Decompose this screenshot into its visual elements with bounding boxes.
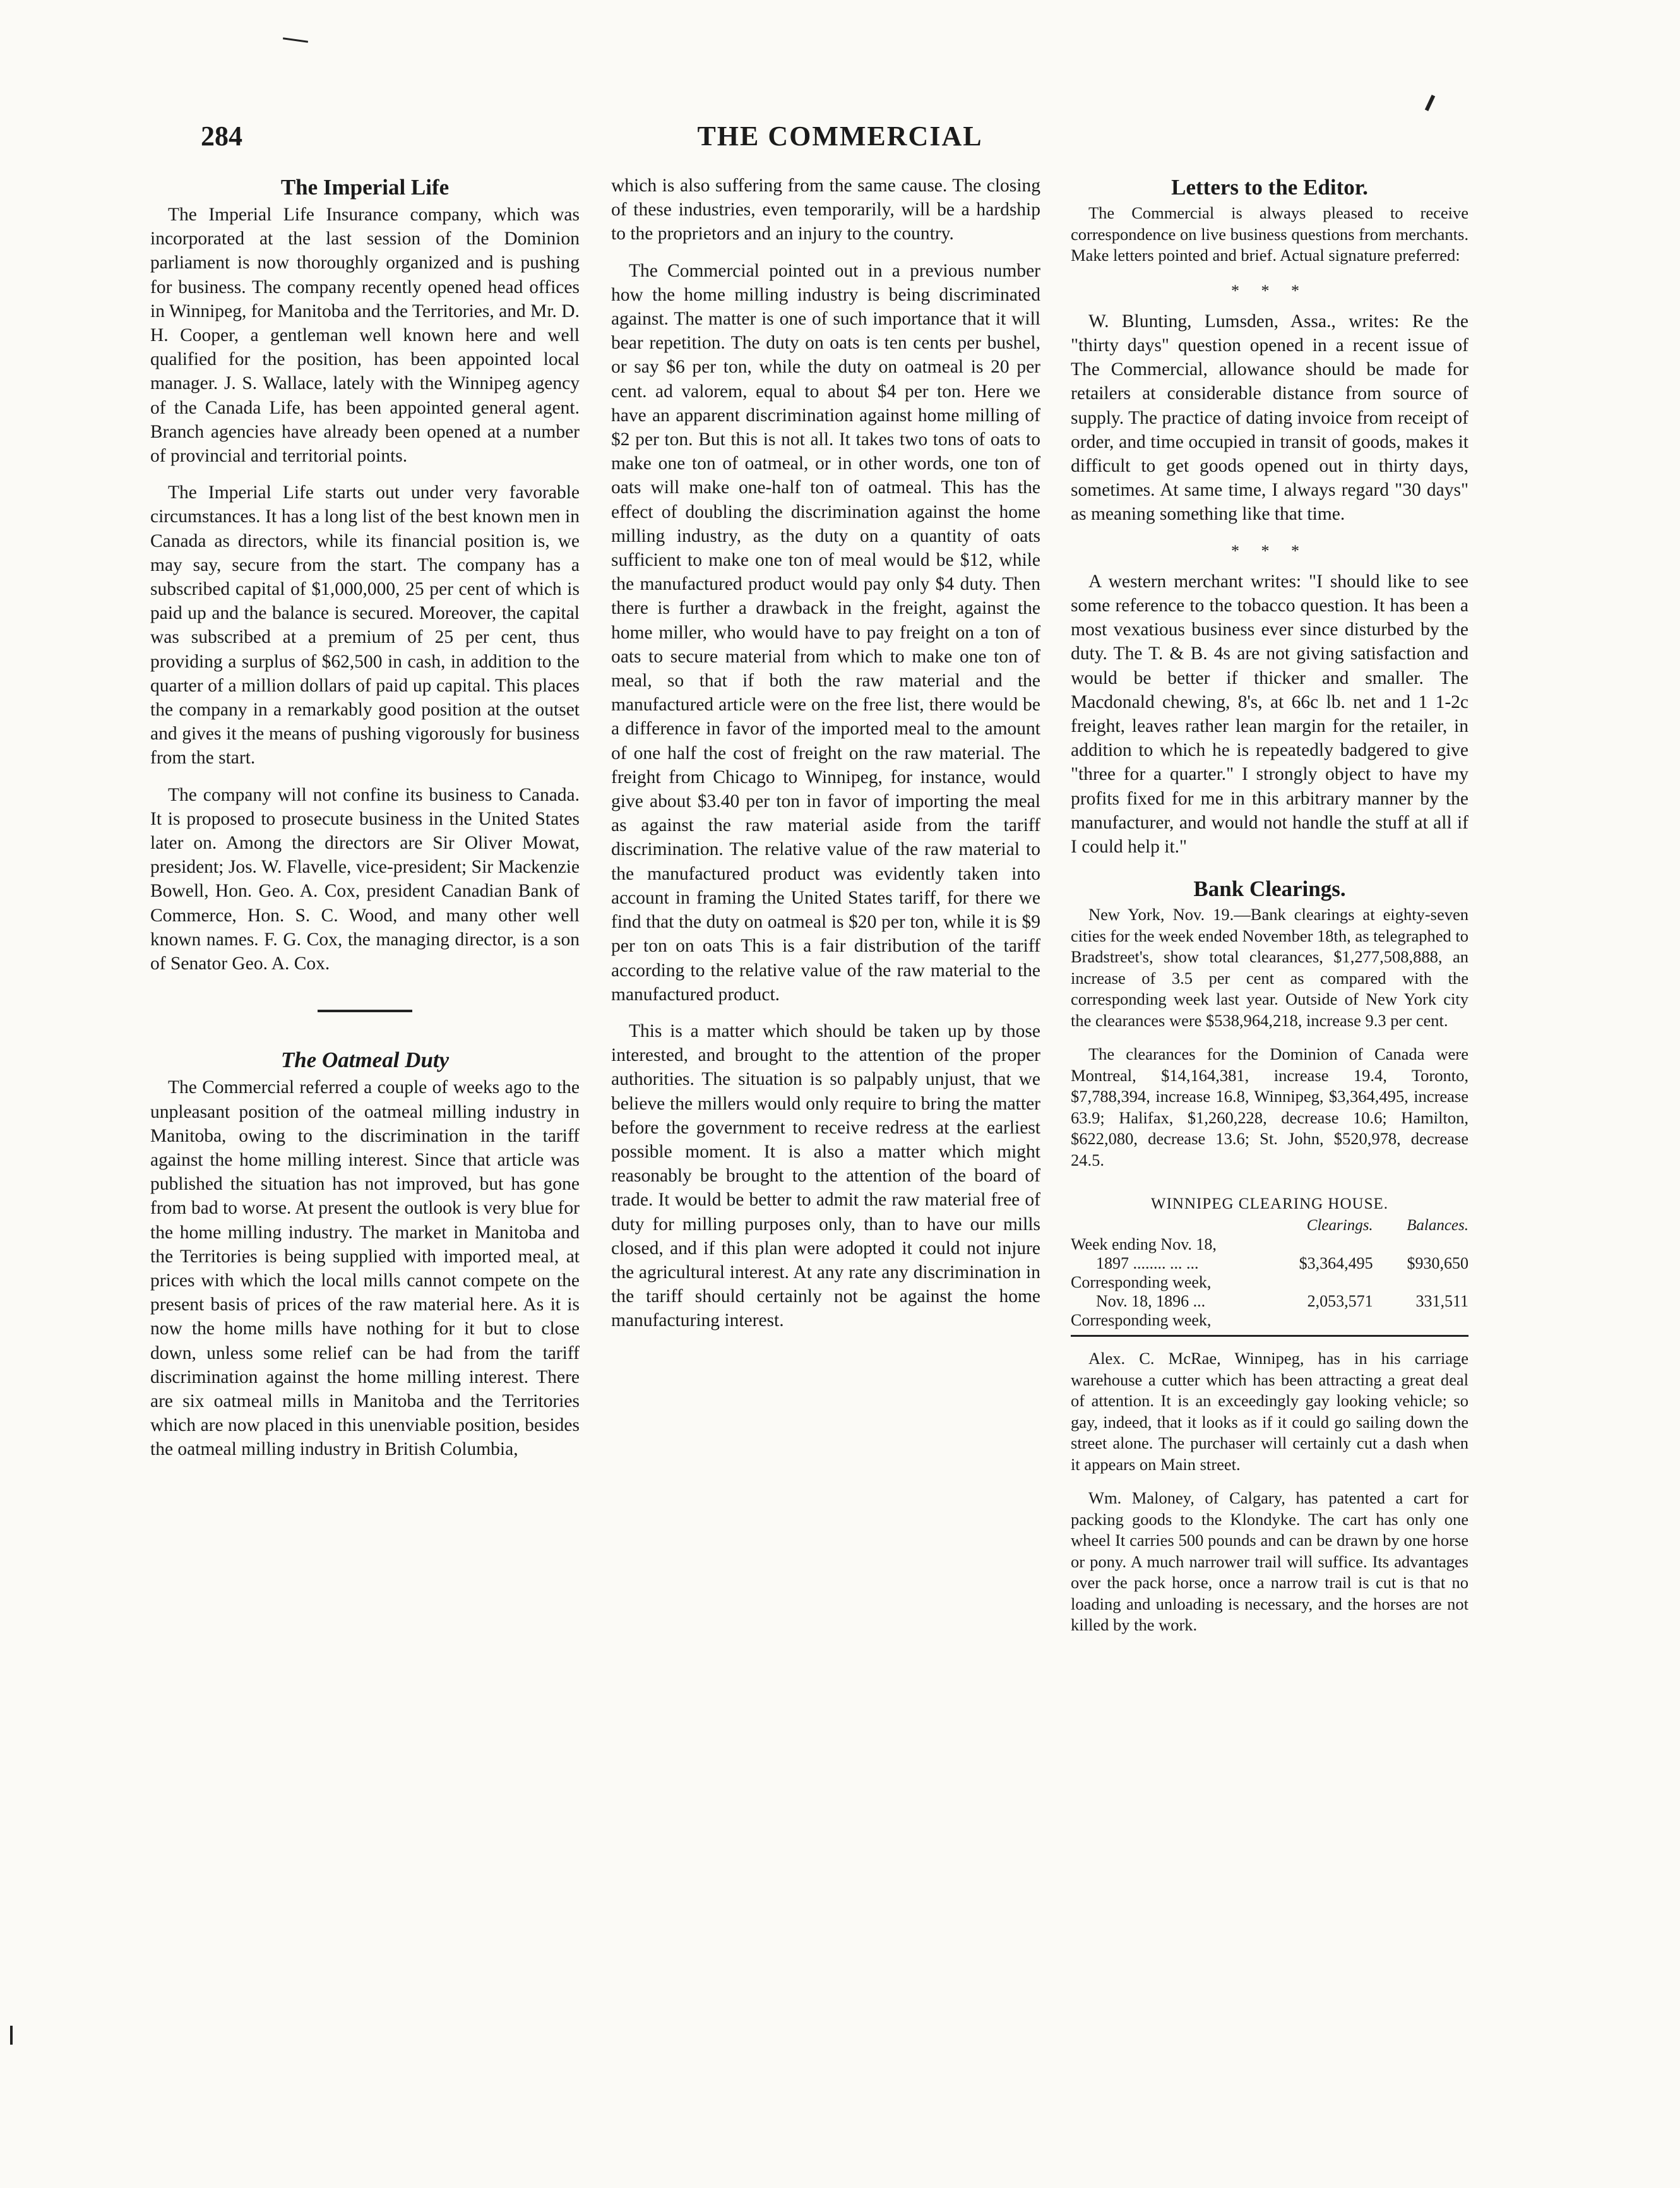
table-row (1071, 1254, 1469, 1273)
table-row (1071, 1292, 1469, 1311)
header-balances: Balances. (1407, 1217, 1469, 1234)
row-label: Corresponding week, (1071, 1311, 1212, 1330)
cell-balances: 331,511 (1415, 1292, 1469, 1311)
separator-stars: * * * (1231, 281, 1308, 300)
page-number: 284 (201, 121, 242, 152)
paragraph: The clearances for the Dominion of Canada were Montreal, $14,164,381, increase 19.4, Toronto, $7,788,394, increase 16.8, Winnipeg, $3,364,495, increase 63.9; Halifax, $1,260,228, decrease 10.6; Hamilton, $622,080, decrease 13.6; St. John, $520,978, decrease 24.5. (1071, 1044, 1469, 1169)
row-sublabel: 1897 ........ ... ... (1096, 1254, 1199, 1273)
column-1 (150, 174, 580, 1474)
clearing-house-table (1071, 1216, 1469, 1330)
column-2 (611, 174, 1040, 1346)
separator-stars: * * * (1231, 541, 1308, 560)
article-title-letters: Letters to the Editor. (1171, 175, 1368, 200)
paragraph: This is a matter which should be taken up by those interested, and brought to the attention of the proper authorities. The situation is so palpably unjust, that we believe the millers would only require to bring the matter before the government to receive redress at the earliest possible moment. It is also a matter which might reasonably be brought to the attention of the board of trade. It would be better to admit the raw material free of duty for milling purposes only, than to have our mills closed, and if this plan were adopted it could not injure the agricultural interest. At any rate any discrimination in the tariff should certainly not be against the home manufacturing interest. (611, 1020, 1040, 1331)
table-row (1071, 1235, 1469, 1254)
cell-balances: $930,650 (1407, 1254, 1469, 1273)
row-label: Corresponding week, (1071, 1273, 1212, 1292)
paragraph-continued: which is also suffering from the same cause. The closing of these industries, even temporarily, will be a hardship to the proprietors and an injury to the country. (611, 176, 1040, 244)
row-label: Week ending Nov. 18, (1071, 1235, 1217, 1254)
cell-clearings: 2,053,571 (1307, 1292, 1373, 1311)
header-clearings: Clearings. (1306, 1217, 1373, 1234)
table-row (1071, 1311, 1469, 1330)
paragraph: Wm. Maloney, of Calgary, has patented a cart for packing goods to the Klondyke. The cart has only one wheel It carries 500 pounds and can be drawn by one horse or pony. A much narrower trail will suffice. Its advantages over the pack horse, once a narrow trail is cut is that no loading and unloading is necessary, and the horses are not killed by the work. (1071, 1488, 1469, 1635)
paragraph: The Imperial Life Insurance company, which was incorporated at the last session of the Dominion parliament is now thoroughly organized and is pushing for business. The company recently opened head offices in Winnipeg, for Manitoba and the Territories, and Mr. D. H. Cooper, a gentleman well known here and well qualified for the position, has been appointed local manager. J. S. Wallace, lately with the Winnipeg agency of the Canada Life, has been appointed general agent. Branch agencies have already been opened at a number of provincial and territorial points. (150, 205, 580, 467)
paragraph: The Commercial referred a couple of weeks ago to the unpleasant position of the oatmeal milling industry in Manitoba, owing to the discrimination in the tariff against the home milling interest. Since that article was published the situation has not improved, but has gone from bad to worse. At present the outlook is very blue for the home milling industry. The market in Manitoba and the Territories is being supplied with imported meal, at prices with which the local mills cannot compete on the present basis of prices of the raw material here. As it is now the home mills have nothing for it but to close down, unless some relief can be had from the tariff discrimination against the home milling interest. There are six oatmeal mills in Manitoba and the Territories which are now placed in this unenviable position, besides the oatmeal milling industry in British Columbia, (150, 1077, 580, 1460)
table-row (1071, 1273, 1469, 1292)
article-title-bank-clearings: Bank Clearings. (1193, 876, 1346, 902)
letters-intro: The Commercial is always pleased to receive correspondence on live business questions from merchants. Make letters pointed and brief. Actual signature preferred: (1071, 203, 1469, 265)
article-title-oatmeal-duty: The Oatmeal Duty (280, 1048, 450, 1073)
scan-mark (1425, 95, 1435, 111)
scan-mark (10, 2026, 13, 2045)
paragraph: The Imperial Life starts out under very favorable circumstances. It has a long list of the best known men in Canada as directors, while its financial position is, we may say, secure from the start. The company has a subscribed capital of $1,000,000, 25 per cent of which is paid up and the balance is secured. Moreover, the capital was subscribed at a premium of 25 per cent, thus providing a surplus of $62,500 in cash, in addition to the quarter of a million dollars of paid up capital. This places the company in a remarkably good position at the outset and gives it the means of pushing vigorously for business from the start. (150, 482, 580, 768)
cell-clearings: $3,364,495 (1299, 1254, 1373, 1273)
column-3 (1071, 174, 1469, 1649)
section-divider (318, 1010, 412, 1012)
paragraph: The company will not confine its business to Canada. It is proposed to prosecute business in the United States later on. Among the directors are Sir Oliver Mowat, president; Jos. W. Flavelle, vice-president; Sir Mackenzie Bowell, Hon. Geo. A. Cox, president Canadian Bank of Commerce, Hon. S. C. Wood, and many other well known names. F. G. Cox, the managing director, is a son of Senator Geo. A. Cox. (150, 784, 580, 974)
clearing-house-title: WINNIPEG CLEARING HOUSE. (1150, 1195, 1389, 1213)
paragraph: The Commercial pointed out in a previous number how the home milling industry is being discriminated against. The matter is one of such importance that it will bear repetition. The duty on oats is ten cents per bushel, or say $6 per ton, while the duty on oatmeal is 20 per cent. ad valorem, equal to about $4 per ton. Here we have an apparent discrimination against home milling of $2 per ton. But this is not all. It takes two tons of oats to make one ton of oatmeal, or in other words, one ton of oats will make one-half ton of oatmeal. This has the effect of doubling the discrimination against the home milling industry, as the duty on a quantity of oats sufficient to make one ton of meal would be $12, while the manufactured product would pay only $4 duty. Then there is further a drawback in the freight, against the home miller, who would have to pay freight on a ton of oats to secure material from which to make one ton of meal, so that if both the raw material and the manufactured article were on the free list, there would be a difference in favor of the imported meal to the amount of one half the cost of freight on the raw material. The freight from Chicago to Winnipeg, for instance, would give about $3.40 per ton in favor of importing the meal as against the raw material aside from the tariff discrimination. The relative value of the raw material to the manufactured product was evidently taken into account in framing the United States tariff, for there we find that the duty on oatmeal is $20 per ton, while it is $9 per ton on oats This is a fair distribution of the tariff according to the relative value of the raw material to the manufactured product. (611, 260, 1040, 1005)
letter: W. Blunting, Lumsden, Assa., writes: Re the "thirty days" question opened in a recent issue of The Commercial, allowance should be made for retailers at considerable distance from source of supply. The practice of dating invoice from receipt of order, and time occupied in transit of goods, makes it difficult to get goods opened out in thirty days, sometimes. At same time, I always regard "30 days" as meaning something like that time. (1071, 311, 1469, 525)
table-divider (1071, 1335, 1469, 1337)
table-header-row (1071, 1216, 1469, 1235)
page-header (0, 120, 1680, 170)
row-sublabel: Nov. 18, 1896 ... (1096, 1292, 1206, 1311)
paragraph: New York, Nov. 19.—Bank clearings at eighty-seven cities for the week ended November 18th, as telegraphed to Bradstreet's, show total clearances, $1,277,508,888, an increase of 3.5 per cent as compared with the corresponding week last year. Outside of New York city the clearances were $538,964,218, increase 9.3 per cent. (1071, 905, 1469, 1030)
paragraph: Alex. C. McRae, Winnipeg, has in his carriage warehouse a cutter which has been attracting a great deal of attention. It is an exceedingly gay looking vehicle; so gay, indeed, that it looks as if it could go sailing down the street alone. The purchaser will certainly cut a dash when it appears on Main street. (1071, 1349, 1469, 1474)
letter: A western merchant writes: "I should like to see some reference to the tobacco question. It has been a most vexatious business ever since disturbed by the duty. The T. & B. 4s are not giving satisfaction and would be better if thicker and smaller. The Macdonald chewing, 8's, at 66c lb. net and 1 1-2c freight, leaves rather lean margin for the retailer, in addition to which he is repeatedly badgered to give "three for a quarter." I strongly object to have my profits fixed for me in this arbitrary manner by the manufacturer, and would not handle the stuff at all if I could help it." (1071, 571, 1469, 857)
masthead-title: THE COMMERCIAL (697, 121, 983, 152)
scan-mark (283, 37, 308, 43)
article-title-imperial-life: The Imperial Life (280, 175, 450, 200)
